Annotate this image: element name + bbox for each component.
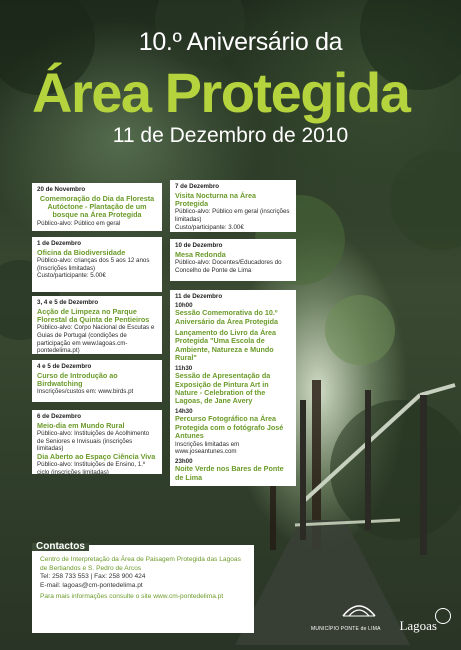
event-card <box>32 360 162 402</box>
event-detail: Público-alvo: crianças dos 5 aos 12 anos <box>37 257 150 264</box>
title-date: 11 de Dezembro de 2010 <box>112 124 349 147</box>
event-detail: Público-alvo: Público em geral <box>37 219 121 227</box>
event-detail: Público-alvo: Corpo Nacional de Escutas e Guias de Portugal (condições de participação em www.lagoas.cm-pontedelima.pt) <box>37 324 155 355</box>
event-date: 1 de Dezembro <box>37 240 82 247</box>
municipio-logo-icon <box>341 600 377 620</box>
event-detail: Custo/participante: 5.00€ <box>37 272 106 280</box>
event-card <box>32 296 162 354</box>
event-card <box>32 410 162 474</box>
contacts-email[interactable]: E-mail: lagoas@cm-pontedelima.pt <box>40 581 143 589</box>
event-time: 23h00 <box>175 457 193 465</box>
event-detail: Público-alvo: Instituições de Ensino, 1.º ciclo (inscrições limitadas) <box>37 461 146 476</box>
lagoas-logo: Lagoas <box>399 618 437 633</box>
title-area-protegida: Área Protegida <box>32 61 410 124</box>
event-detail: Inscrições limitadas em www.joseantunes.com <box>175 440 240 456</box>
event-card <box>32 183 162 231</box>
contacts-more-info[interactable]: Para mais informações consulte o site www.cm-pontedelima.pt <box>40 593 224 601</box>
contacts-heading: Contactos <box>32 543 89 551</box>
contacts-phone: Tel: 258 733 553 | Fax: 258 900 424 <box>40 573 146 581</box>
event-detail: Público-alvo: Docentes/Educadores do Concelho de Ponte de Lima <box>175 259 282 274</box>
event-time: 14h30 <box>175 407 193 415</box>
event-date: 3, 4 e 5 de Dezembro <box>37 299 99 306</box>
event-date: 10 de Dezembro <box>175 242 223 249</box>
event-title: Noite Verde nos Bares de Ponte de Lima <box>175 464 284 482</box>
event-date: 7 de Dezembro <box>175 183 220 190</box>
event-date: 11 de Dezembro <box>175 293 223 300</box>
event-title: Meio-dia em Mundo Rural <box>37 420 125 430</box>
event-card <box>170 239 296 281</box>
sponsor-logos <box>311 598 451 638</box>
event-detail: (Inscrições limitadas) <box>37 264 96 272</box>
event-time: 10h00 <box>175 301 193 309</box>
event-detail: Público-alvo: Público em geral (inscrições limitadas) <box>175 208 290 223</box>
contacts-box <box>32 541 254 633</box>
event-title: Acção de Limpeza no Parque Florestal da Quinta de Pentieiros <box>37 306 150 324</box>
event-title: Oficina da Biodiversidade <box>37 247 126 257</box>
event-card <box>170 180 296 232</box>
event-date: 4 e 5 de Dezembro <box>37 363 92 370</box>
event-title: Comemoração do Dia da Floresta Autóctone - Plantação de um bosque na Área Protegida <box>39 193 155 220</box>
contacts-organization: Centro de Interpretação da Área de Paisagem Protegida das Lagoas de Bertiandos e S. Pedro de Arcos <box>40 556 241 572</box>
municipio-label: MUNICÍPIO PONTE de LIMA <box>311 626 381 632</box>
event-date: 20 de Novembro <box>37 186 86 193</box>
event-title: Mesa Redonda <box>175 249 226 259</box>
event-title: Visita Nocturna na Área Protegida <box>175 190 256 208</box>
event-time: 11h30 <box>175 364 193 372</box>
title-anniversary: 10.º Aniversário da <box>138 28 343 56</box>
event-title: Percurso Fotográfico na Área Protegida com o fotógrafo José Antunes <box>175 414 284 441</box>
contacts-body <box>36 541 250 601</box>
event-title: Dia Aberto ao Espaço Ciência Viva <box>37 451 156 461</box>
event-title: Sessão Comemorativa do 10.º Aniversário da Área Protegida <box>175 308 279 326</box>
event-card <box>32 237 162 292</box>
event-date: 6 de Dezembro <box>37 413 82 420</box>
event-detail: Inscrições/custos em: www.birds.pt <box>37 388 134 396</box>
event-detail: Custo/participante: 3.00€ <box>175 223 244 231</box>
event-title: Sessão de Apresentação da Exposição de Pintura Art in Nature - Celebration of the Lagoas, de Jane Avery <box>175 371 271 406</box>
event-card <box>170 290 296 486</box>
event-title: Lançamento do Livro da Área Protegida "Uma Escola de Ambiente, Natureza e Mundo Rural" <box>175 328 277 363</box>
event-detail: Público-alvo: Instituições de Acolhimento de Seniores e Invisuais (inscrições limitadas) <box>37 430 150 453</box>
event-title: Curso de Introdução ao Birdwatching <box>37 370 118 388</box>
emblem-icon <box>435 608 451 624</box>
